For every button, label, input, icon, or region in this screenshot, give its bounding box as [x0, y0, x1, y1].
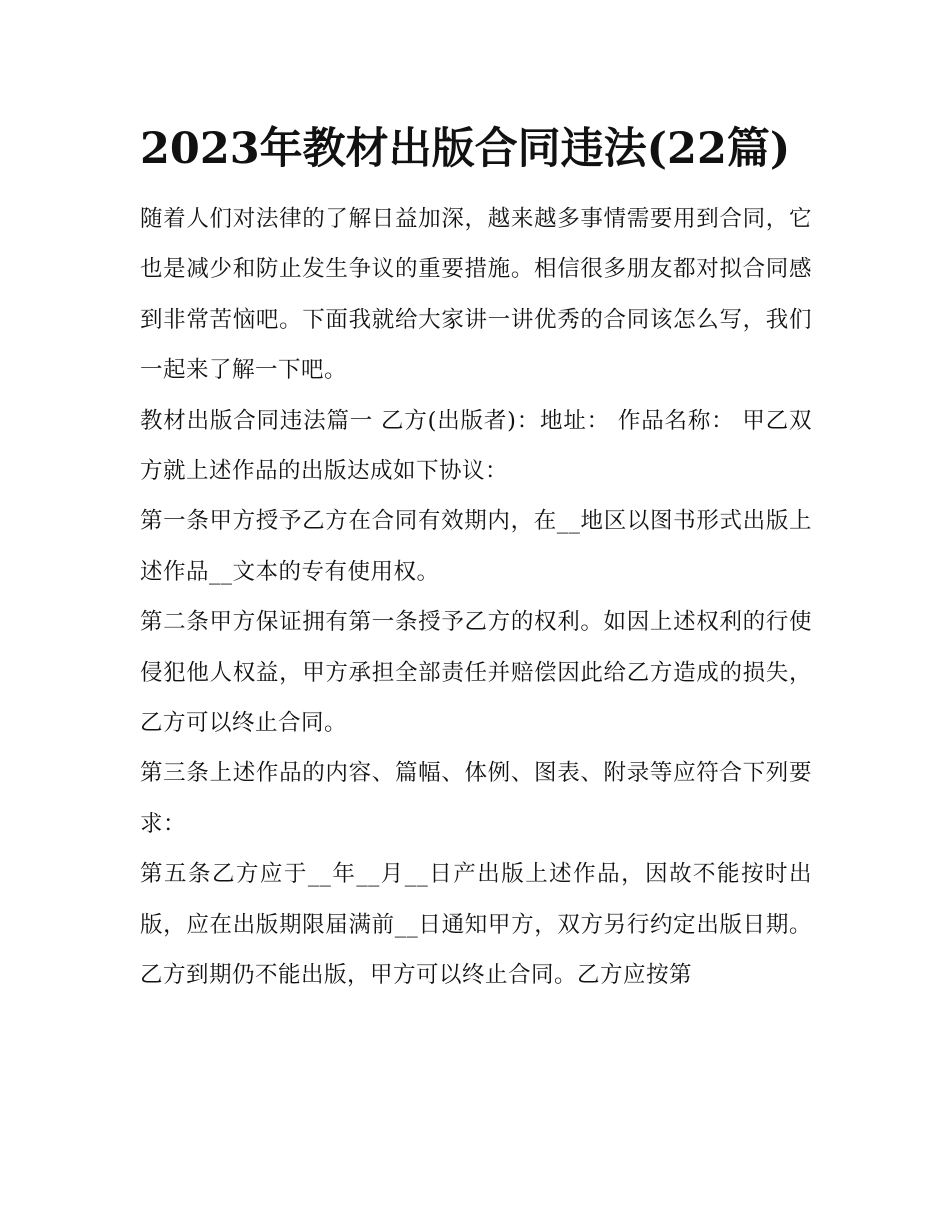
paragraph-article-1: 第一条甲方授予乙方在合同有效期内，在__地区以图书形式出版上述作品__文本的专有使用权。: [140, 508, 812, 585]
paragraph-article-3: 第三条上述作品的内容、篇幅、体例、图表、附录等应符合下列要求：: [140, 760, 812, 837]
paragraph-article-2: 第二条甲方保证拥有第一条授予乙方的权利。如因上述权利的行使侵犯他人权益，甲方承担全部责任并赔偿因此给乙方造成的损失，乙方可以终止合同。: [140, 609, 812, 737]
paragraph-parties: 教材出版合同违法篇一 乙方(出版者)：地址： 作品名称： 甲乙双方就上述作品的出版达成如下协议：: [140, 407, 812, 485]
document-title: 2023年教材出版合同违法(22篇): [140, 124, 791, 174]
paragraph-article-5: 第五条乙方应于__年__月__日产出版上述作品，因故不能按时出版，应在出版期限届满前__日通知甲方，双方另行约定出版日期。乙方到期仍不能出版，甲方可以终止合同。乙方应按第: [140, 861, 812, 989]
paragraph-intro: 随着人们对法律的了解日益加深，越来越多事情需要用到合同，它也是减少和防止发生争议的重要措施。相信很多朋友都对拟合同感到非常苦恼吧。下面我就给大家讲一讲优秀的合同该怎么写，我们一起来了解一下吧。: [140, 206, 812, 384]
document-page: [140, 112, 812, 1001]
